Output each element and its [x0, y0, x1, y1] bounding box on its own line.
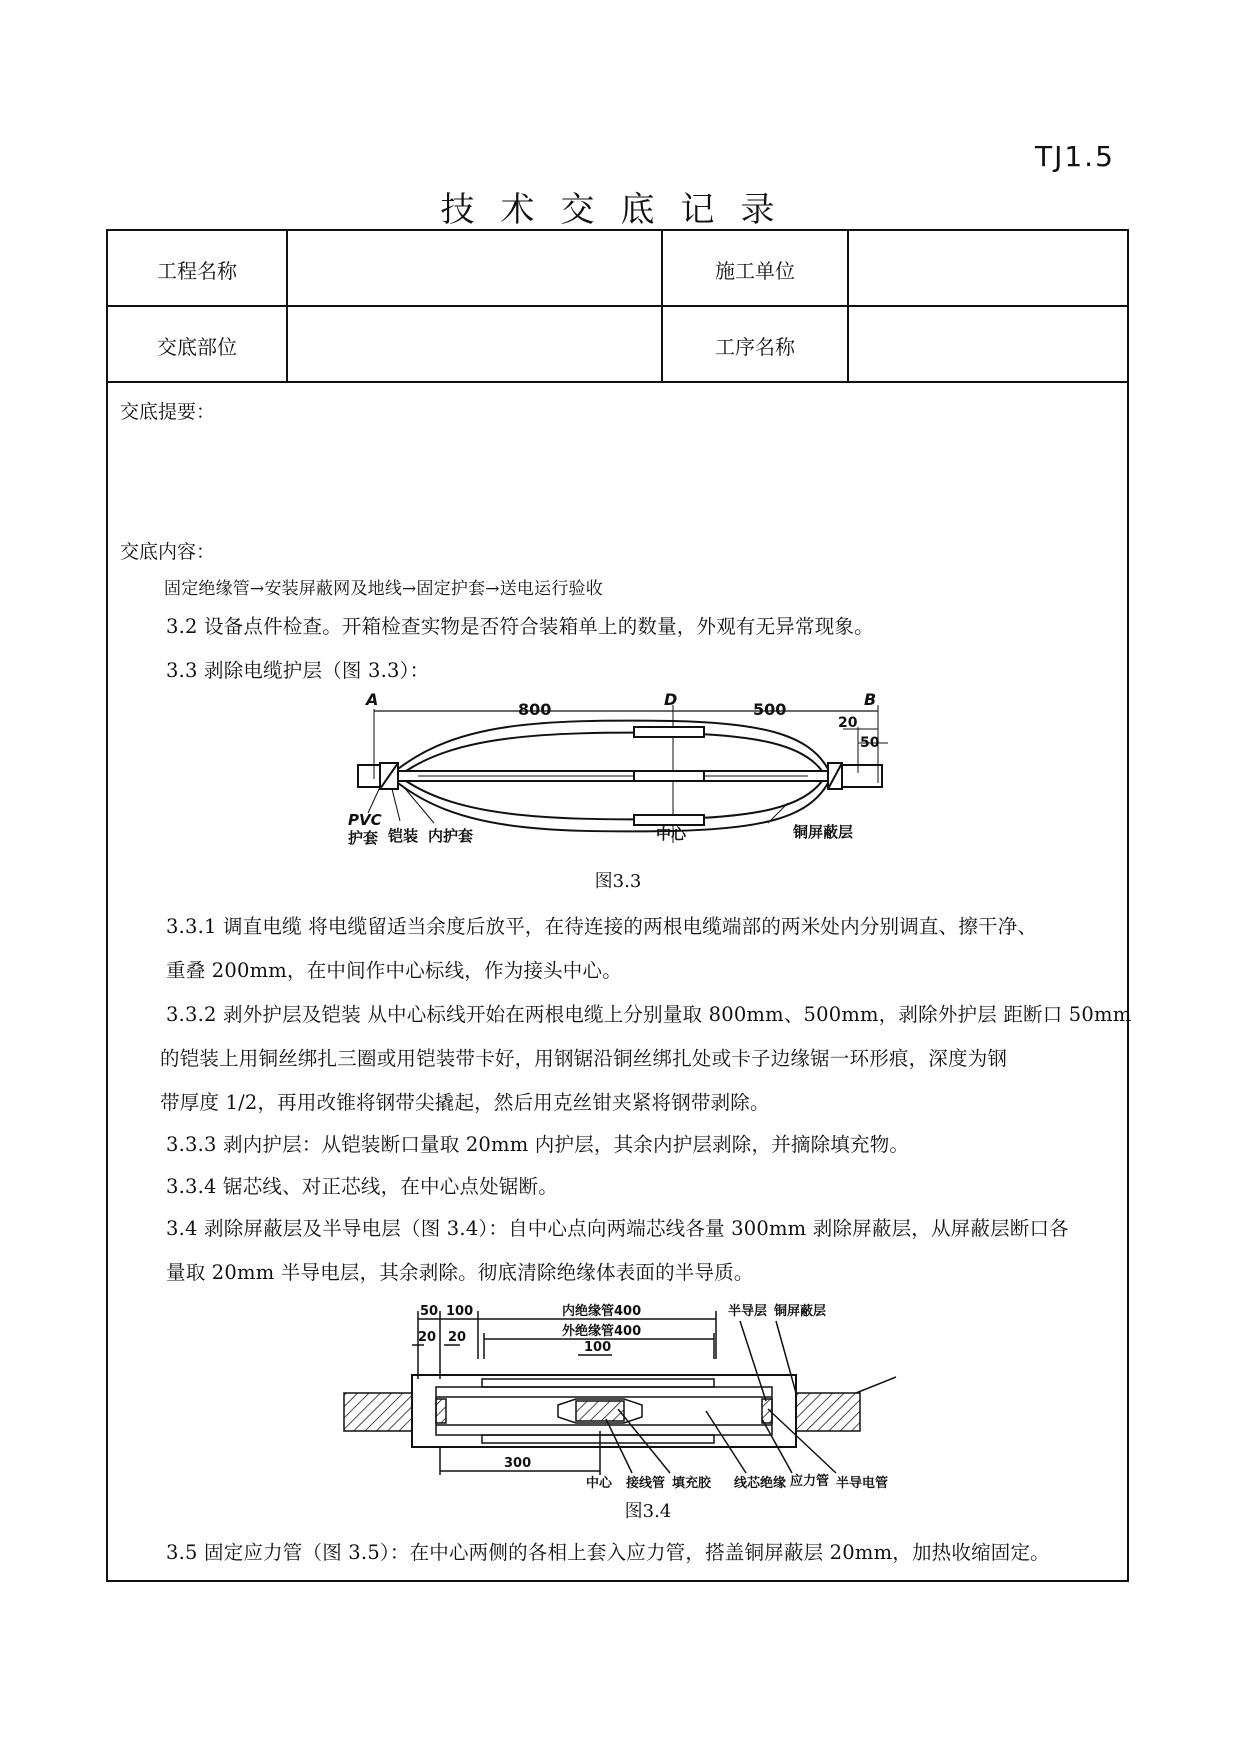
dim-300: 300	[504, 1456, 532, 1471]
outer-tube-label: 外绝缘管400	[562, 1324, 642, 1339]
paragraph-3-3-2a: 3.3.2 剥外护层及铠装 从中心标线开始在两根电缆上分别量取 800mm、500mm，剥除外护层 距断口 50mm	[166, 1003, 1132, 1026]
paragraph-3-3-2b: 的铠装上用铜丝绑扎三圈或用铠装带卡好，用钢锯沿铜丝绑扎处或卡子边缘锯一环形痕，深度为钢	[160, 1047, 1008, 1070]
process-name-label: 工序名称	[715, 335, 795, 359]
paragraph-3-3-2c: 带厚度 1/2，再用改锥将钢带尖撬起，然后用克丝钳夹紧将钢带剥除。	[160, 1091, 770, 1114]
construction-unit-label: 施工单位	[715, 259, 795, 283]
semi-tube-label: 半导电管	[836, 1476, 889, 1491]
header-divider	[108, 305, 1127, 307]
connector-label: 接线管	[626, 1476, 666, 1491]
content-label: 交底内容：	[120, 541, 216, 563]
paragraph-3-3-1b: 重叠 200mm，在中间作中心标线，作为接头中心。	[166, 959, 622, 982]
dim-100-center: 100	[584, 1340, 612, 1355]
dimension-20: 20	[838, 715, 858, 731]
document-title: 技术交底记录	[440, 190, 801, 230]
core-insulation-label: 线芯绝缘	[734, 1476, 787, 1491]
filler-label: 填充胶	[672, 1476, 712, 1491]
dim-20-right: 20	[448, 1330, 467, 1345]
paragraph-3-3-1a: 3.3.1 调直电缆 将电缆留适当余度后放平，在待连接的两根电缆端部的两米处内分别调直、擦干净、	[166, 915, 1038, 938]
figure-3-3-caption: 图3.3	[594, 871, 642, 892]
center-label: 中心	[656, 825, 687, 843]
armor-label: 铠装	[388, 827, 419, 845]
label-a: A	[366, 693, 379, 709]
project-name-value[interactable]	[288, 249, 660, 289]
disclosure-part-label: 交底部位	[157, 335, 237, 359]
paragraph-3-4b: 量取 20mm 半导电层，其余剥除。彻底清除绝缘体表面的半导质。	[166, 1261, 754, 1284]
figure-3-4-caption: 图3.4	[624, 1501, 672, 1522]
center-label-34: 中心	[586, 1476, 613, 1491]
paragraph-3-4a: 3.4 剥除屏蔽层及半导电层（图 3.4）：自中心点向两端芯线各量 300mm 剥除屏蔽层，从屏蔽层断口各	[166, 1217, 1069, 1240]
process-flow-line: 固定绝缘管→安装屏蔽网及地线→固定护套→送电运行验收	[164, 579, 603, 599]
construction-unit-value[interactable]	[849, 249, 1129, 289]
process-name-value[interactable]	[849, 325, 1129, 365]
pvc-label: PVC	[348, 811, 382, 829]
dim-50: 50	[420, 1304, 439, 1319]
semi-layer-label: 半导层	[728, 1304, 768, 1319]
figure-3-4-shield-stripping-diagram	[336, 1301, 916, 1491]
paragraph-3-5: 3.5 固定应力管（图 3.5）：在中心两侧的各相上套入应力管，搭盖铜屏蔽层 20mm，加热收缩固定。	[166, 1541, 1050, 1564]
project-name-label: 工程名称	[157, 259, 237, 283]
label-d: D	[664, 693, 678, 709]
stress-tube-label: 应力管	[790, 1474, 830, 1489]
record-form	[106, 229, 1132, 1582]
copper-shield-label: 铜屏蔽层	[793, 823, 854, 841]
disclosure-part-value[interactable]	[288, 325, 660, 365]
document-code: TJ1.5	[1035, 140, 1115, 173]
figure-3-3-cable-stripping-diagram	[338, 693, 1058, 853]
paragraph-3-2: 3.2 设备点件检查。开箱检查实物是否符合装箱单上的数量，外观有无异常现象。	[166, 615, 874, 638]
dimension-500: 500	[753, 700, 787, 719]
inner-tube-label: 内绝缘管400	[562, 1304, 642, 1319]
header-bottom-line	[108, 381, 1127, 383]
inner-sheath-label: 内护套	[428, 827, 474, 845]
paragraph-3-3-3: 3.3.3 剥内护层：从铠装断口量取 20mm 内护层，其余内护层剥除，并摘除填充物。	[166, 1133, 910, 1156]
copper-shield-label-34: 铜屏蔽层	[774, 1304, 827, 1319]
label-b: B	[864, 693, 877, 709]
dim-100: 100	[446, 1304, 474, 1319]
dimension-50: 50	[860, 735, 880, 751]
paragraph-3-3-4: 3.3.4 锯芯线、对正芯线，在中心点处锯断。	[166, 1175, 558, 1198]
paragraph-3-3: 3.3 剥除电缆护层（图 3.3）：	[166, 659, 430, 682]
summary-label: 交底提要：	[120, 401, 216, 423]
sheath-label: 护套	[348, 829, 379, 847]
dimension-800: 800	[518, 700, 552, 719]
dim-20-left: 20	[418, 1330, 437, 1345]
